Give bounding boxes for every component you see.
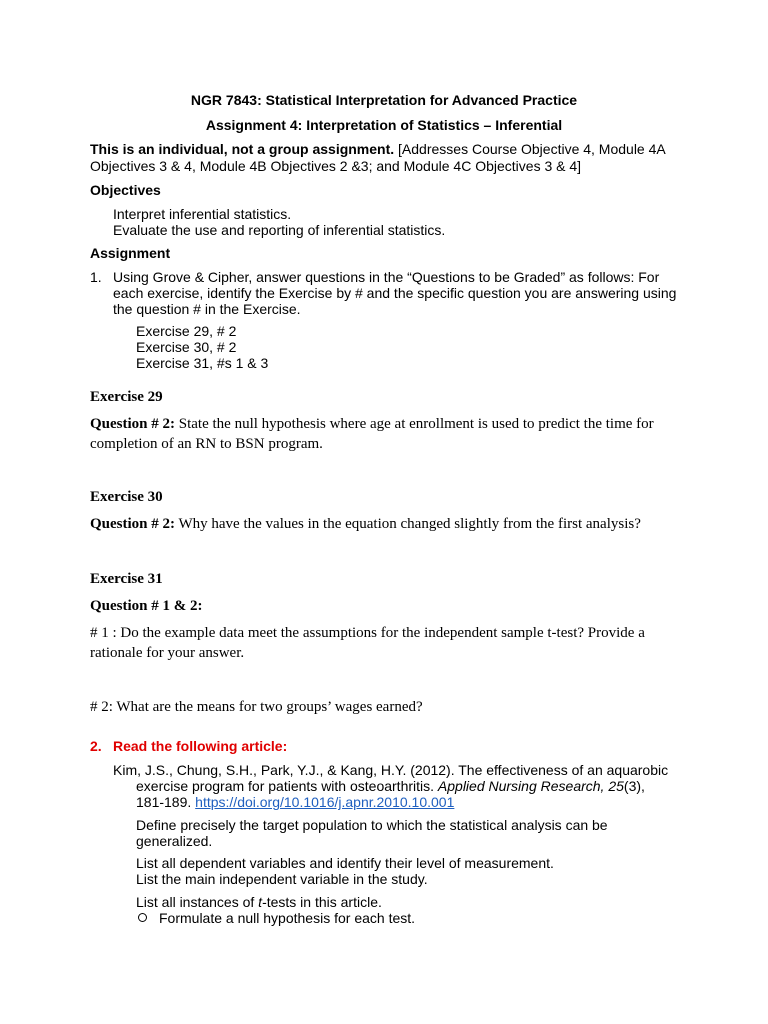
question-text: Why have the values in the equation changed slightly from the first analysis? [175,516,641,532]
item2-heading: Read the following article: [113,738,288,754]
task-define-population-cont: generalized. [136,833,213,849]
assignment-heading: Assignment [90,245,171,261]
objectives-heading: Objectives [90,182,161,198]
assignment-title: Assignment 4: Interpretation of Statistics – Inferential [205,117,563,133]
task-dependent-variables: List all dependent variables and identify their level of measurement. [136,855,554,871]
citation-journal: Applied Nursing Research, 25 [437,778,624,794]
exercise-31-q1: # 1 : Do the example data meet the assumptions for the independent sample t-test? Provide a [90,625,645,641]
exercise-ref: Exercise 31, #s 1 & 3 [136,355,269,371]
citation-text: exercise program for patients with osteoarthritis. [136,778,438,794]
course-title: NGR 7843: Statistical Interpretation for Advanced Practice [190,92,578,108]
intro-bold: This is an individual, not a group assignment. [90,141,395,157]
exercise-ref: Exercise 29, # 2 [136,323,237,339]
bullet-null-hypothesis: Formulate a null hypothesis for each test. [159,910,416,926]
question-label: Question # 2: [90,416,176,432]
exercise-30-question [90,514,641,534]
exercise-ref: Exercise 30, # 2 [136,339,237,355]
intro-line-2: Objectives 3 & 4, Module 4B Objectives 2 &3; and Module 4C Objectives 3 & 4] [90,158,582,174]
citation-line-3 [136,794,454,810]
question-text: State the null hypothesis where age at enrollment is used to predict the time for [175,416,654,432]
task-text: List all instances of [136,894,259,910]
item2-number: 2. [90,738,102,754]
objective-item: Interpret inferential statistics. [113,206,292,222]
exercise-31-question-label: Question # 1 & 2: [90,598,203,614]
doi-link[interactable]: https://doi.org/10.1016/j.apnr.2010.10.001 [195,794,455,810]
citation-issue: (3), [623,778,645,794]
citation-line-2 [136,778,645,794]
citation-line-1: Kim, J.S., Chung, S.H., Park, Y.J., & Kang, H.Y. (2012). The effectiveness of an aquarobic [113,762,669,778]
exercise-31-q1-cont: rationale for your answer. [90,645,245,661]
exercise-29-question [90,414,654,434]
exercise-30-title: Exercise 30 [90,489,163,505]
citation-pages: 181-189. [136,794,196,810]
task-t-tests [136,894,382,910]
exercise-31-title: Exercise 31 [90,571,163,587]
intro-line-1 [90,141,666,157]
exercise-31-q2: # 2: What are the means for two groups’ wages earned? [90,699,423,715]
exercise-29-question-cont: completion of an RN to BSN program. [90,436,323,452]
item1-line: the question # in the Exercise. [113,301,301,317]
question-label: Question # 2: [90,516,176,532]
exercise-29-title: Exercise 29 [90,389,163,405]
objective-item: Evaluate the use and reporting of inferential statistics. [113,222,446,238]
item1-line: each exercise, identify the Exercise by # and the specific question you are answering using [113,285,677,301]
item1-number: 1. [90,269,102,285]
task-independent-variable: List the main independent variable in the study. [136,871,428,887]
task-define-population: Define precisely the target population to which the statistical analysis can be [136,817,608,833]
task-t-italic: t [258,894,263,910]
intro-rest: [Addresses Course Objective 4, Module 4A [394,141,666,157]
hollow-bullet-icon [138,913,147,922]
item1-line: Using Grove & Cipher, answer questions in the “Questions to be Graded” as follows: For [113,269,660,285]
task-text: -tests in this article. [262,894,382,910]
